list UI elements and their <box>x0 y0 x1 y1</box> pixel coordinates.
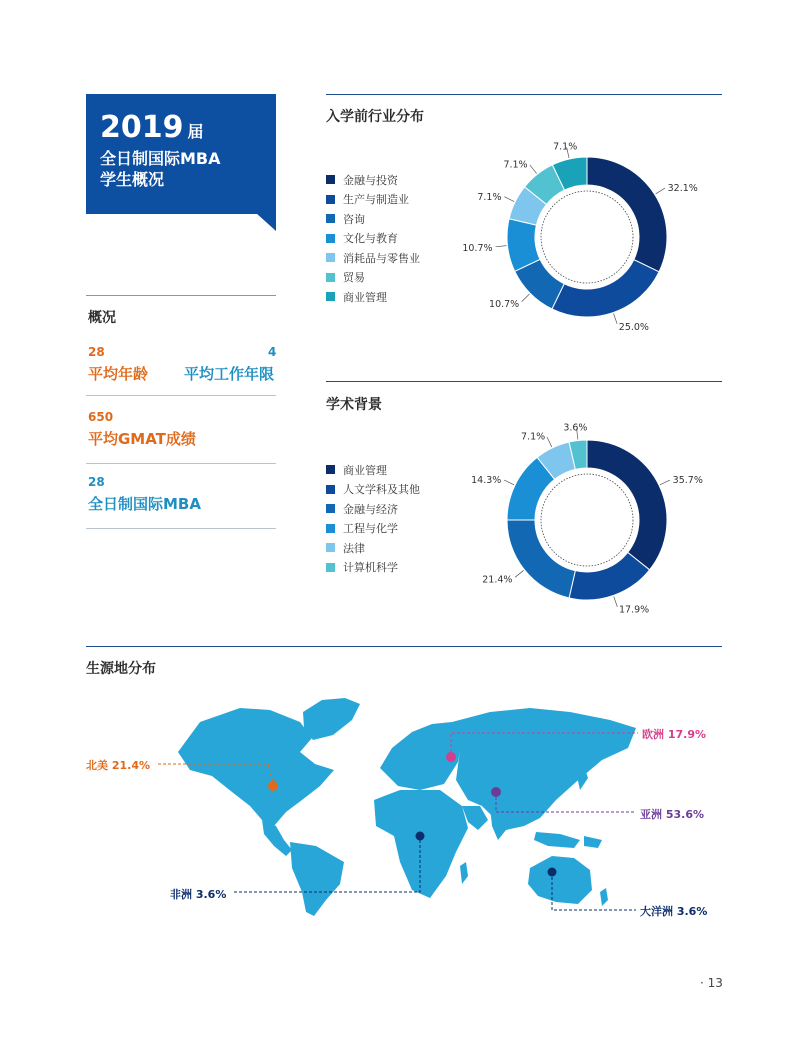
legend-label: 咨询 <box>343 212 365 226</box>
slice-percent-label: 10.7% <box>489 299 520 311</box>
slice-percent-label: 17.9% <box>619 604 650 616</box>
slice-percent-label: 21.4% <box>482 574 513 586</box>
class-size-value: 28 <box>88 475 105 489</box>
gmat-value: 650 <box>88 410 114 424</box>
europe-label: 欧洲 17.9% <box>642 728 706 741</box>
oceania-label: 大洋洲 3.6% <box>640 905 708 918</box>
africa-label: 非洲 3.6% <box>170 888 227 901</box>
africa-marker <box>416 832 425 841</box>
title-year: 2019 届 <box>100 110 204 145</box>
world-map-landmasses <box>178 698 636 916</box>
legend-label: 生产与制造业 <box>343 193 409 207</box>
asia-marker <box>491 787 501 797</box>
north-america-label: 北美 21.4% <box>86 759 150 772</box>
legend-label: 工程与化学 <box>343 522 398 536</box>
industry-chart-title: 入学前行业分布 <box>326 109 424 125</box>
legend-label: 人文学科及其他 <box>343 483 420 497</box>
slice-percent-label: 14.3% <box>471 475 502 487</box>
slice-percent-label: 35.7% <box>672 475 703 487</box>
legend-label: 金融与经济 <box>343 502 398 516</box>
avg-age-label: 平均年龄 <box>88 365 149 383</box>
legend-label: 计算机科学 <box>343 561 398 575</box>
avg-work-value: 4 <box>268 345 277 359</box>
europe-marker <box>446 752 456 762</box>
oceania-marker <box>548 868 557 877</box>
overview-heading: 概况 <box>88 310 116 326</box>
origin-heading: 生源地分布 <box>86 661 156 677</box>
slice-percent-label: 7.1% <box>521 431 546 443</box>
title-line-2: 学生概况 <box>100 170 165 189</box>
legend-label: 金融与投资 <box>343 173 398 187</box>
slice-percent-label: 32.1% <box>667 183 698 195</box>
slice-percent-label: 25.0% <box>618 321 649 333</box>
legend-label: 商业管理 <box>343 290 387 304</box>
class-size-label: 全日制国际MBA <box>88 495 201 513</box>
page-number: · 13 <box>700 976 723 990</box>
north-america-marker <box>268 781 278 791</box>
slice-percent-label: 7.1% <box>477 191 502 203</box>
title-line-1: 全日制国际MBA <box>100 149 221 168</box>
legend-label: 文化与教育 <box>343 232 398 246</box>
academic-chart-title: 学术背景 <box>326 397 382 413</box>
avg-work-label: 平均工作年限 <box>184 365 275 383</box>
slice-percent-label: 7.1% <box>553 141 578 153</box>
legend-label: 贸易 <box>343 271 365 285</box>
slice-percent-label: 7.1% <box>503 159 528 171</box>
avg-age-value: 28 <box>88 345 105 359</box>
legend-label: 商业管理 <box>343 463 387 477</box>
legend-label: 法律 <box>343 541 365 555</box>
legend-label: 消耗品与零售业 <box>343 251 420 265</box>
gmat-label: 平均GMAT成绩 <box>88 430 196 448</box>
slice-percent-label: 10.7% <box>462 243 493 255</box>
slice-percent-label: 3.6% <box>563 422 588 434</box>
asia-label: 亚洲 53.6% <box>640 808 704 821</box>
